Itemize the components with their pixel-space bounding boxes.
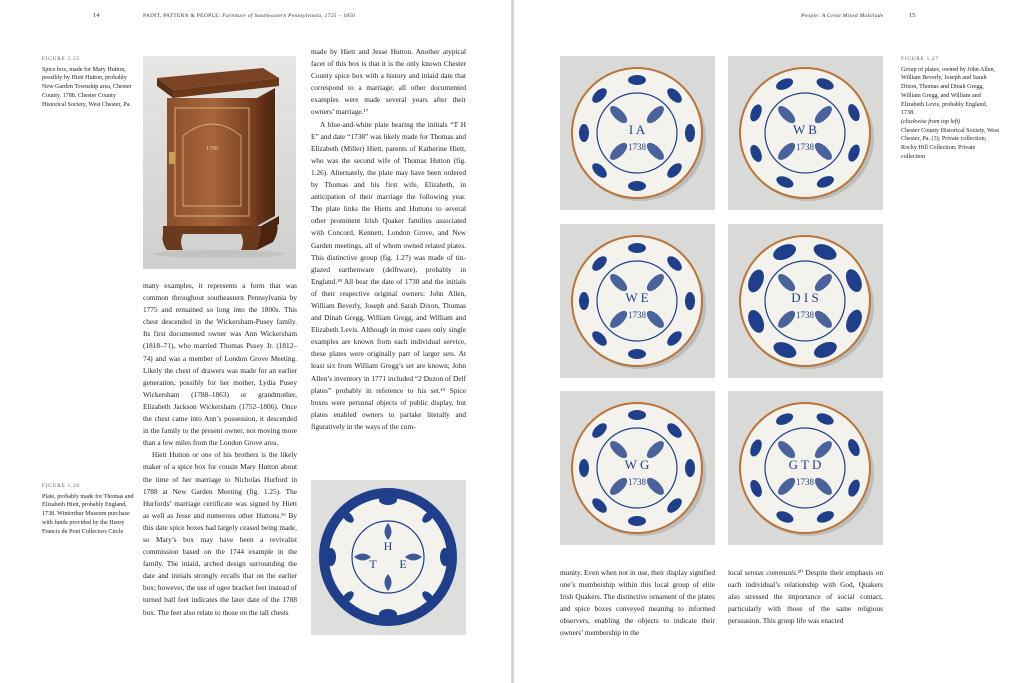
caption-text-2: Chester County Historical Society, West Chester, Pa. (3); Private collection; Rocky Hill Collection; Private collection (901, 127, 1000, 160)
plate-illustration (311, 480, 466, 635)
right-page (513, 0, 1024, 683)
plate-photo-6 (728, 391, 883, 545)
plate-initial-top: H (383, 539, 393, 553)
plate-date: 1738 (796, 142, 814, 152)
plate-illustration (560, 56, 715, 210)
plate-initials: G T D (788, 457, 822, 472)
body-column-right-2 (728, 567, 883, 627)
plate-initials: I A (628, 122, 646, 137)
plate-initials: W E (625, 290, 649, 305)
caption-label: FIGURE 1.26 (42, 483, 80, 489)
plate-photo-1 (560, 56, 715, 210)
plate-photo-2 (728, 56, 883, 210)
plate-photo-3 (560, 224, 715, 378)
plate-photo-5 (560, 391, 715, 545)
plate-date: 1738 (628, 477, 646, 487)
plate-photo-4 (728, 224, 883, 378)
body-paragraph: munity. Even when not in use, their display signified one’s membership within this local group of elite Irish Quakers. The distinctive ornament of the plates and spice boxes conveyed meaning to informed observers, enabling the objects to indicate their owners’ membership in the (560, 568, 715, 638)
caption-label: FIGURE 1.27 (901, 56, 939, 62)
body-text-post: ²⁰ Despite their emphasis on each individual’s relationship with God, Quakers also stressed the importance of social contact, particularly with those of the same religious persuasion. This group life was enacted (728, 568, 884, 626)
spice-box-photo (143, 56, 296, 269)
caption-text: Spice box, made for Mary Hutton, possibly by Hiett Hutton, probably New Garden Township area, Chester County, 1788. Chester County Historical Society, West Chester, Pa. (42, 66, 132, 108)
body-paragraph: made by Hiett and Jesse Hutton. Another atypical facet of this box is that it is the only known Chester County spice box with a history and inlaid date that correspond to a marriage; all other documented examples were made several years after their owners’ marriage.¹⁷ (311, 47, 466, 117)
caption-fig-1-25 (42, 55, 134, 109)
body-text-italic: sensus communis. (744, 568, 798, 577)
plate-date: 1738 (628, 142, 646, 152)
running-head-right (801, 13, 884, 19)
body-paragraph: A blue-and-white plate bearing the initials “T H E” and date “1738” was likely made for Thomas and Elizabeth (Miller) Hiett, parents of Katherine Hiett, who was the second wife of Thomas Hutton (fig. 1.26). Alternately, the plate may have been ordered by Thomas and his first wife, Elizabeth, in anticipation of their marriage the following year. The plate links the Hietts and Huttons to several other prominent Irish Quaker families associated with Concord, Kennett, London Grove, and New Garden meetings, all of whom owned related plates. This distinctive group (fig. 1.27) was made of tin-glazed earthenware (delftware), probably in England.¹⁸ All bear the date of 1738 and the initials of their respective original owners: John Allen, William Beverly, Joseph and Sarah Dixon, Thomas and Dinah Gregg, William Gregg, and William and Elizabeth Levis. Although in most cases only single examples are known from each individual service, these plates were originally part of larger sets. At least six from William Gregg’s set are known; John Allen’s inventory in 1771 included “2 Duzon of Delf plates” probably in reference to his set.¹⁹ Spice boxes were personal objects of public display, but plates enabled owners to partake literally and figuratively in the ways of the com- (311, 119, 466, 431)
plate-date: 1738 (796, 477, 814, 487)
running-head-left-bold: PAINT, PATTERN & PEOPLE: (143, 13, 221, 19)
folio-right: 15 (909, 12, 916, 19)
body-paragraph (728, 567, 883, 627)
plate-illustration (560, 391, 715, 545)
body-column-1 (143, 280, 297, 619)
plate-illustration (728, 224, 883, 378)
body-column-2 (311, 46, 466, 433)
plate-initials: D I S (791, 290, 819, 305)
body-paragraph: many examples, it represents a form that was common throughout southeastern Pennsylvania by 1775 and remained so long into the 1800s. This chest descended in the Wickersham-Pusey family. Its first documented owner was Ann Wickersham (1818–71), who married Thomas Pusey Jr. (1812–74) and was a member of London Grove Meeting. Likely the chest of drawers was made for an earlier generation, possibly for her mother, Lydia Pusey Wickersham (1788–1863) or grandmother, Elizabeth Jackson Wickersham (1752–1806). Once the chest came into Ann’s possession, it descended in the family to the present owner, not moving more than a few miles from the London Grove area. (143, 281, 297, 448)
caption-fig-1-26 (42, 482, 134, 536)
caption-fig-1-27 (901, 55, 999, 161)
running-head-left (143, 13, 355, 19)
folio-left: 14 (93, 12, 100, 19)
plate-illustration (560, 224, 715, 378)
plate-illustration (728, 391, 883, 545)
plate-photo-fig-1-26 (311, 480, 466, 635)
caption-label: FIGURE 1.25 (42, 56, 80, 62)
caption-text: Group of plates, owned by John Allen, William Beverly, Joseph and Sarah Dixon, Thomas and Dinah Gregg, William Gregg, and William and Elizabeth Levis, probably England, 1738. (901, 66, 996, 117)
caption-text: Plate, probably made for Thomas and Elizabeth Hiett, probably England, 1738. Winterthur Museum purchase with funds provided by the Henry Francis du Pont Collectors Circle (42, 493, 134, 535)
body-paragraph: Hiett Hutton or one of his brothers is the likely maker of a spice box for cousin Mary Hutton about the time of her marriage to Nicholas Hurford in 1788 at New Garden Meeting (fig. 1.25). The Hurfords’ marriage certificate was signed by Hiett as well as Jesse and numerous other Huttons.¹⁶ By this date spice boxes had largely ceased being made, so Mary’s box may have been a revivalist commission based on the 1744 example in the family. The inlaid, arched design surrounding the date and initials strongly recalls that on the earlier box; however, the use of ogee bracket feet instead of turned ball feet indicates the later date of the 1788 box. The feet also relate to those on the tall chests (143, 450, 297, 617)
running-head-left-italic: Furniture of Southeastern Pennsylvania, 1725 – 1850 (222, 13, 356, 19)
caption-italic: (clockwise from top left) (901, 118, 961, 125)
spice-box-illustration (143, 56, 296, 269)
plate-date: 1738 (628, 310, 646, 320)
plate-date: 1738 (796, 310, 814, 320)
body-text-pre: local (728, 568, 743, 577)
plate-initial-right: E (399, 557, 407, 571)
plate-initials: W G (624, 457, 650, 472)
svg-text:1788: 1788 (206, 146, 218, 152)
body-column-right-1 (560, 567, 715, 640)
plate-illustration (728, 56, 883, 210)
running-head-right-text: People: A Great Mixed Multitude (801, 13, 884, 19)
plate-initial-left: T (369, 557, 377, 571)
plate-initials: W B (793, 122, 817, 137)
